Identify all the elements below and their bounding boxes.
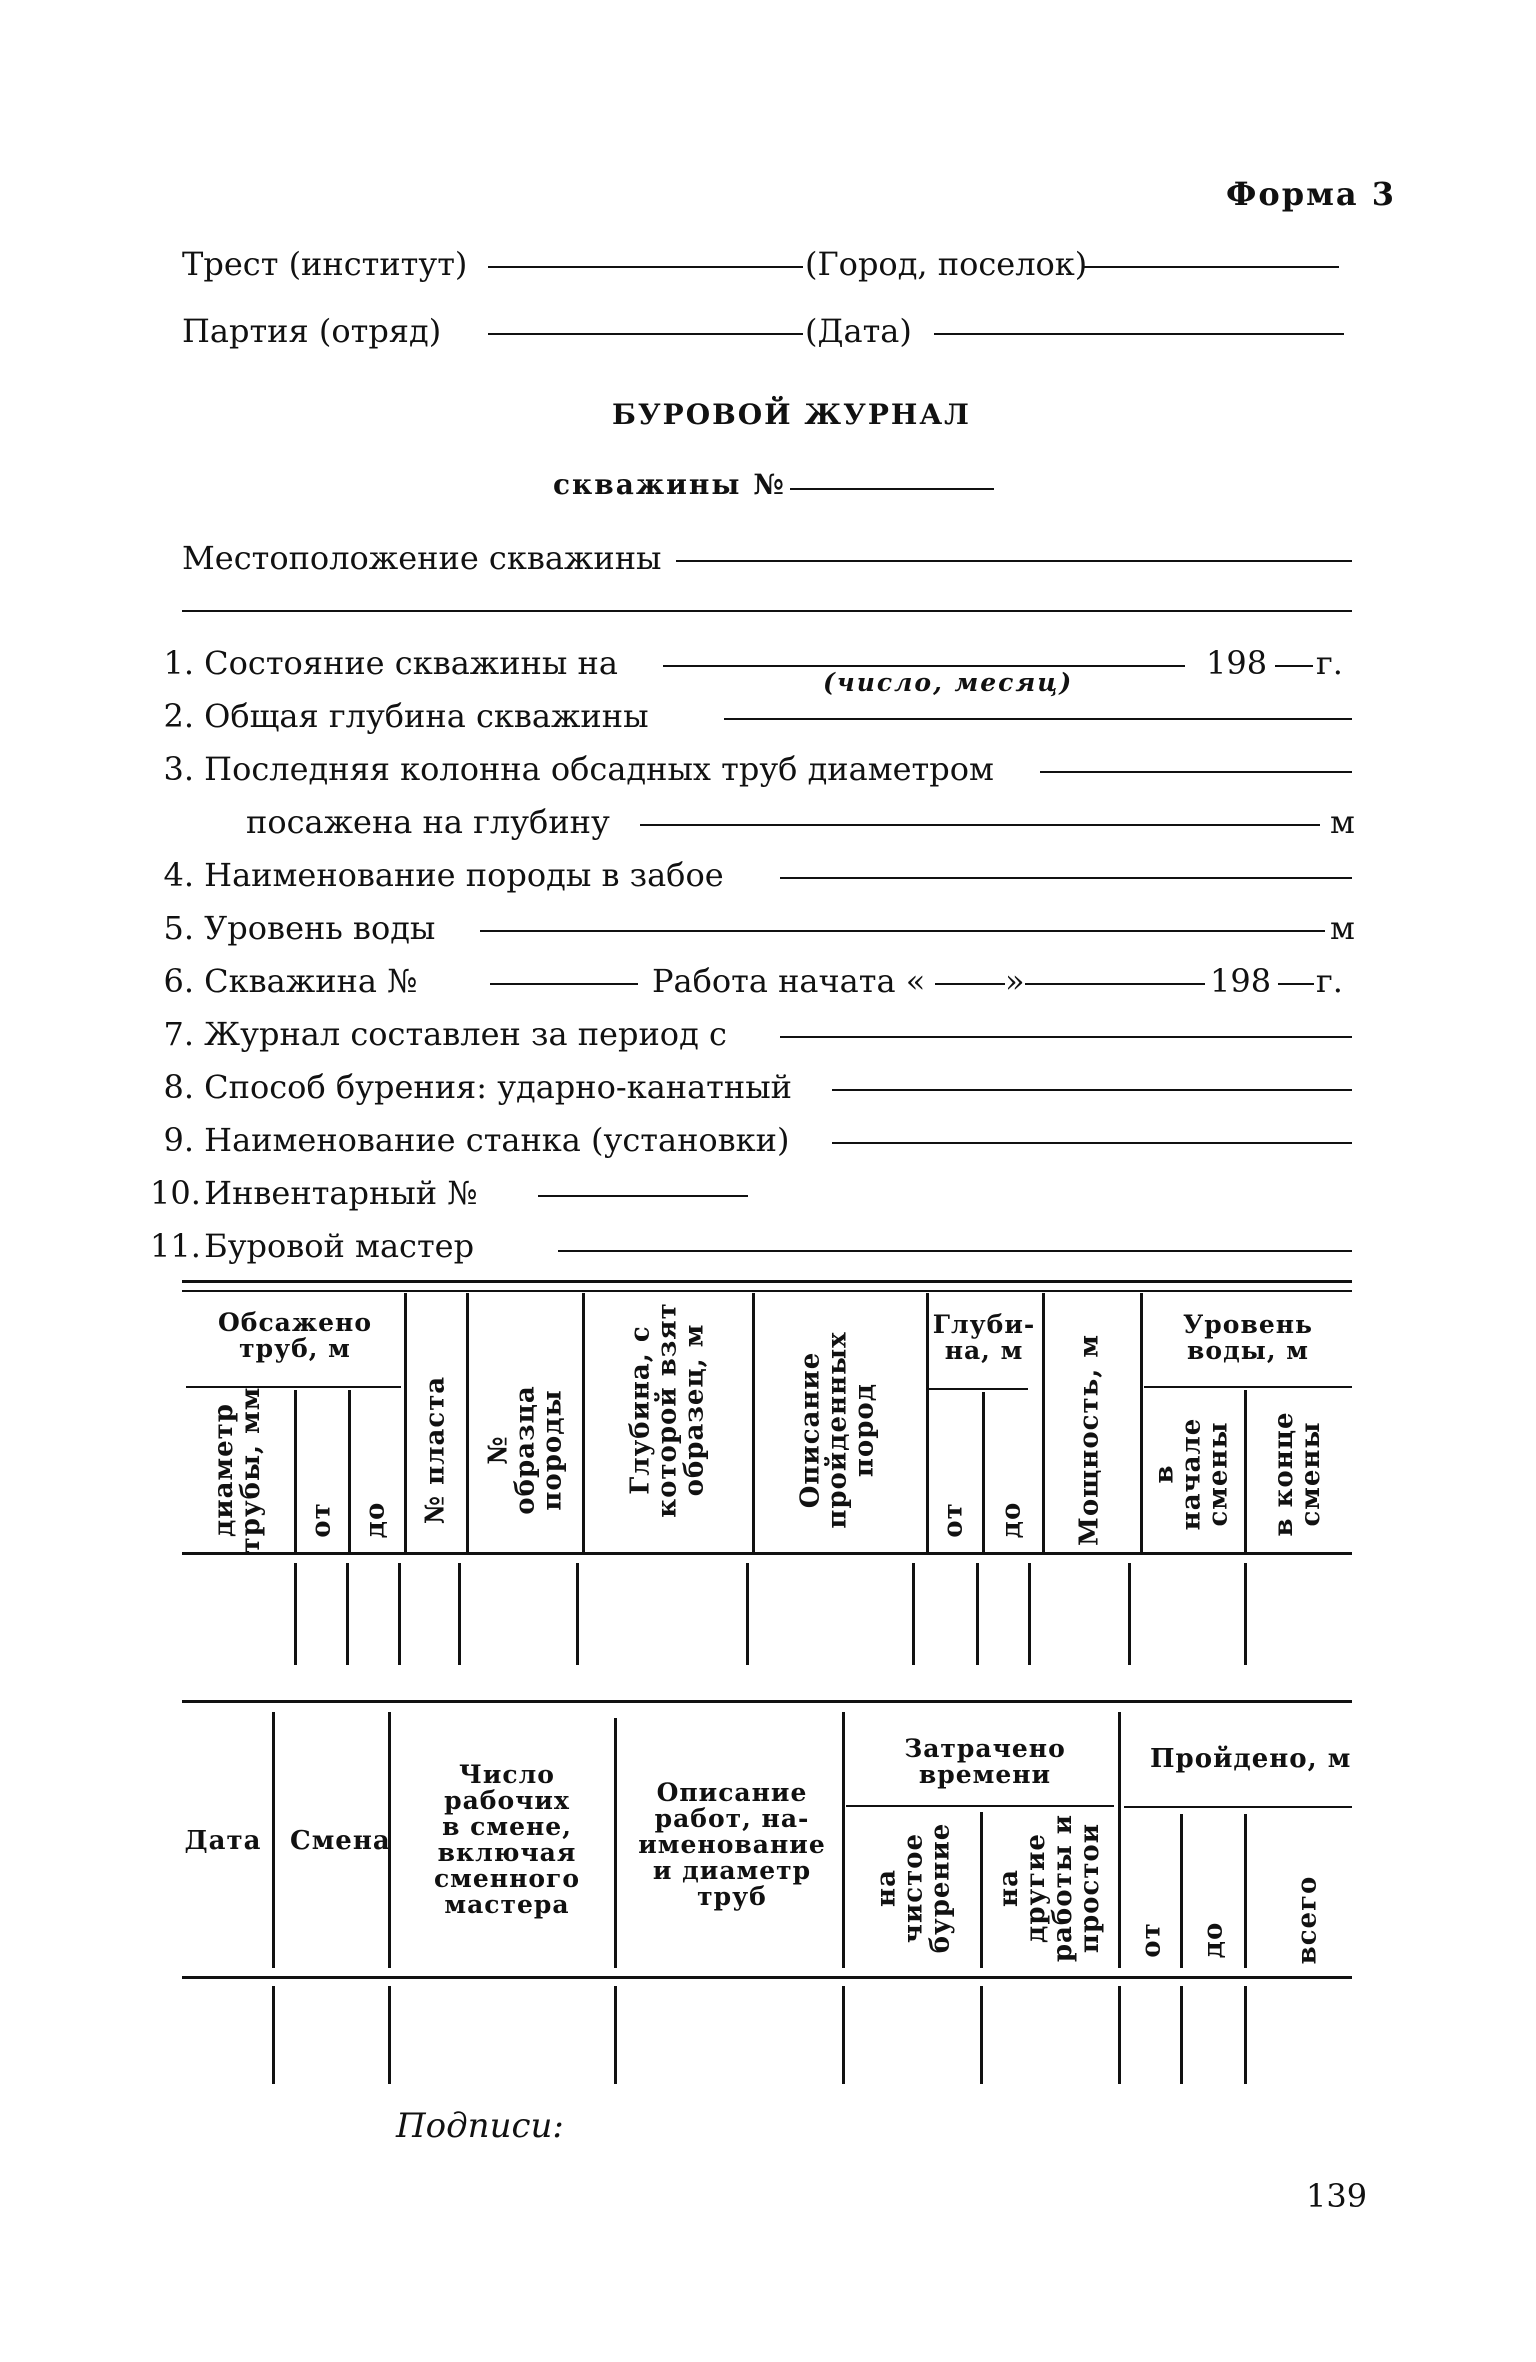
passed-group-header: Пройдено, м bbox=[1150, 1744, 1352, 1774]
other-work-header: на другие работы и простои bbox=[994, 1813, 1105, 1963]
depth-group-rule bbox=[928, 1388, 1028, 1390]
item-5-line[interactable] bbox=[480, 930, 1325, 932]
cased-group-header: Обсажено труб, м bbox=[218, 1308, 372, 1363]
well-number-label: скважины № bbox=[553, 468, 786, 501]
page-title: БУРОВОЙ ЖУРНАЛ bbox=[612, 398, 971, 431]
page-number: 139 bbox=[1306, 2177, 1368, 2215]
work-description-header: Описание работ, на- именование и диаметр труб bbox=[638, 1778, 826, 1911]
city-label: (Город, поселок) bbox=[805, 245, 1088, 283]
table1-top-rule bbox=[182, 1280, 1352, 1283]
date-label: (Дата) bbox=[805, 312, 912, 350]
depth-from-header: от bbox=[938, 1502, 969, 1538]
table1-top-rule-2 bbox=[182, 1290, 1352, 1292]
passed-total-header: всего bbox=[1292, 1875, 1323, 1965]
date-header: Дата bbox=[184, 1826, 262, 1856]
item-6-day-line[interactable] bbox=[935, 983, 1005, 985]
trust-label: Трест (институт) bbox=[182, 245, 468, 283]
passed-to-header: до bbox=[1198, 1921, 1229, 1959]
location-label: Местоположение скважины bbox=[182, 539, 662, 577]
city-field-line[interactable] bbox=[1084, 266, 1339, 268]
signatures-label: Подписи: bbox=[396, 2106, 564, 2146]
passed-from-header: от bbox=[1136, 1922, 1167, 1958]
trust-field-line[interactable] bbox=[488, 266, 803, 268]
cased-to-header: до bbox=[360, 1501, 391, 1539]
item-8-line[interactable] bbox=[832, 1089, 1352, 1091]
layer-no-header: № пласта bbox=[420, 1375, 451, 1525]
shift-header: Смена bbox=[290, 1826, 391, 1856]
table1-header-bottom bbox=[182, 1552, 1352, 1555]
passed-group-rule bbox=[1124, 1806, 1352, 1808]
party-label: Партия (отряд) bbox=[182, 312, 442, 350]
item-6-year-line[interactable] bbox=[1278, 983, 1314, 985]
sample-no-header: № образца породы bbox=[483, 1385, 568, 1515]
form-label: Форма 3 bbox=[1226, 175, 1397, 213]
item-2-line[interactable] bbox=[724, 718, 1352, 720]
item-7-line[interactable] bbox=[780, 1036, 1352, 1038]
rock-description-header: Описание пройденных пород bbox=[795, 1331, 880, 1529]
item-1-year-line[interactable] bbox=[1275, 665, 1313, 667]
sample-depth-header: Глубина, с которой взят образец, м bbox=[625, 1302, 710, 1518]
location-line-2[interactable] bbox=[182, 610, 1352, 612]
water-group-header: Уровень воды, м bbox=[1183, 1310, 1313, 1365]
thickness-header: Мощность, м bbox=[1074, 1334, 1105, 1546]
workers-header: Число рабочих в смене, включая сменного мастера bbox=[433, 1760, 581, 1919]
party-field-line[interactable] bbox=[488, 333, 803, 335]
time-group-rule bbox=[846, 1805, 1114, 1807]
item-10-line[interactable] bbox=[538, 1195, 748, 1197]
location-line[interactable] bbox=[676, 560, 1352, 562]
item-3-line[interactable] bbox=[1040, 771, 1352, 773]
item-9-line[interactable] bbox=[832, 1142, 1352, 1144]
item-6-month-line[interactable] bbox=[1025, 983, 1205, 985]
pipe-diameter-header: диаметр трубы, мм bbox=[209, 1386, 266, 1554]
item-6-well-line[interactable] bbox=[490, 983, 638, 985]
depth-group-header: Глуби- на, м bbox=[932, 1310, 1036, 1365]
cased-from-header: от bbox=[306, 1502, 337, 1538]
table2-header-bottom bbox=[182, 1976, 1352, 1979]
shift-start-header: в начале смены bbox=[1149, 1417, 1234, 1531]
water-group-rule bbox=[1144, 1386, 1352, 1388]
item-1-line[interactable] bbox=[663, 665, 1185, 667]
well-number-line[interactable] bbox=[790, 488, 994, 490]
pure-drilling-header: на чистое бурение bbox=[871, 1822, 956, 1954]
table2-top-rule bbox=[182, 1700, 1352, 1703]
shift-end-header: в конце смены bbox=[1269, 1411, 1326, 1537]
item-4-line[interactable] bbox=[780, 877, 1352, 879]
depth-to-header: до bbox=[996, 1501, 1027, 1539]
item-1-note: (число, месяц) bbox=[823, 668, 1074, 697]
item-3-depth-line[interactable] bbox=[640, 824, 1320, 826]
date-field-line[interactable] bbox=[934, 333, 1344, 335]
time-group-header: Затрачено времени bbox=[904, 1734, 1066, 1789]
item-11-line[interactable] bbox=[558, 1250, 1352, 1252]
